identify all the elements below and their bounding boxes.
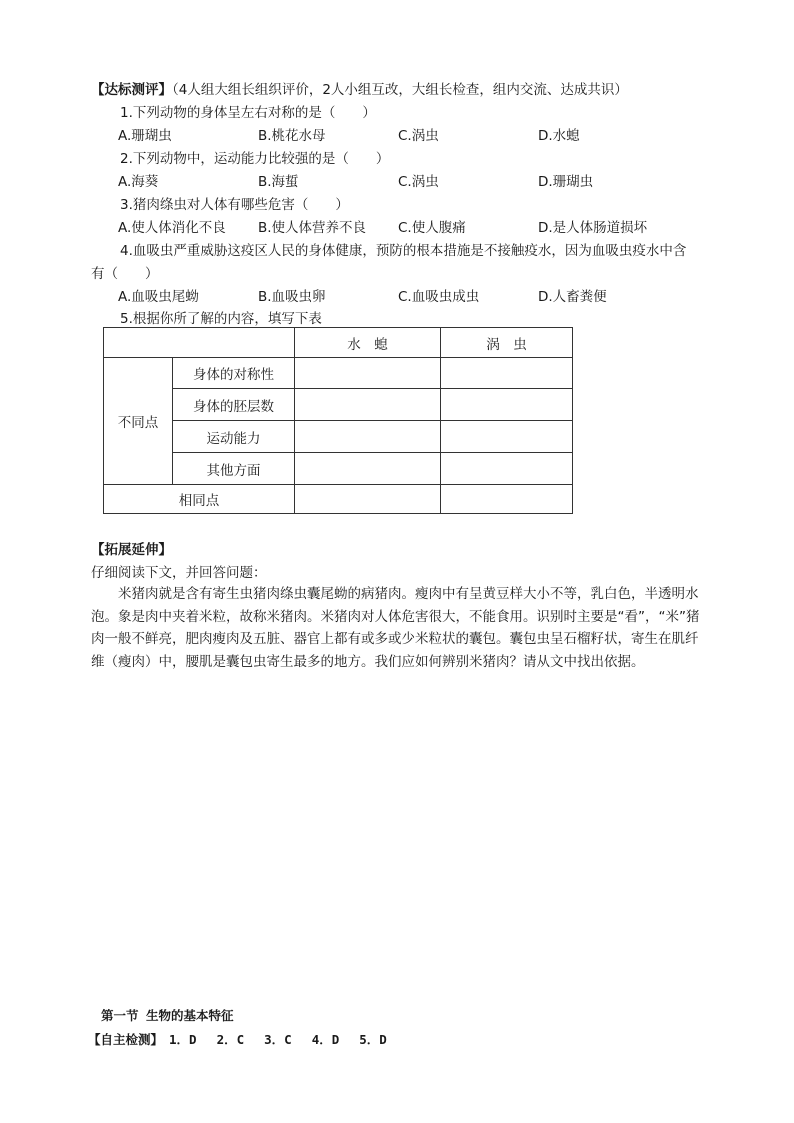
- table-row-label-germ-layers: 身体的胚层数: [173, 389, 295, 421]
- q4-option-a: A.血吸虫尾蚴: [118, 289, 199, 305]
- table-cell-planaria-motility[interactable]: [441, 421, 573, 453]
- answers-line: [88, 1030, 387, 1048]
- tuozhan-paragraph: 米猪肉就是含有寄生虫猪肉绦虫囊尾蚴的病猪肉。瘦肉中有呈黄豆样大小不等，乳白色，半透明水泡。象是肉中夹着米粒，故称米猪肉。米猪肉对人体危害很大，不能食用。识别时主要是“看”，“米”猪肉一般不鲜亮，肥肉瘦肉及五脏、器官上都有或多或少米粒状的囊包。囊包虫呈石榴籽状，寄生在肌纤维（瘦肉）中，腰肌是囊包虫寄生最多的地方。我们应如何辨别米猪肉？请从文中找出依据。: [91, 586, 700, 671]
- table-row: [104, 453, 573, 485]
- q2-option-d: D.珊瑚虫: [538, 174, 594, 190]
- table-row-label-same: 相同点: [104, 485, 295, 514]
- q3-option-d: D.是人体肠道损坏: [538, 220, 648, 236]
- table-row-label-other: 其他方面: [173, 453, 295, 485]
- question-3-stem: 3.猪肉绦虫对人体有哪些危害（ ）: [120, 197, 349, 213]
- table-cell-planaria-germ-layers[interactable]: [441, 389, 573, 421]
- q2-option-b: B.海蜇: [258, 174, 299, 190]
- answer-item: 5．D: [359, 1032, 387, 1047]
- q3-option-b: B.使人体营养不良: [258, 220, 367, 236]
- answer-item: 3．C: [264, 1032, 292, 1047]
- question-4-stem-line2: 有（ ）: [91, 266, 159, 282]
- question-2-stem: 2.下列动物中，运动能力比较强的是（ ）: [120, 151, 390, 167]
- table-row: [104, 358, 573, 389]
- comparison-table: [103, 327, 573, 514]
- table-row-label-symmetry: 身体的对称性: [173, 358, 295, 389]
- tuozhan-header: 【拓展延伸】: [91, 542, 172, 558]
- q4-option-d: D.人畜粪便: [538, 289, 607, 305]
- tuozhan-intro: 仔细阅读下文，并回答问题：: [91, 565, 267, 581]
- answer-item: 2．C: [216, 1032, 245, 1047]
- answer-item: 4．D: [311, 1032, 340, 1047]
- question-1-stem: 1.下列动物的身体呈左右对称的是（ ）: [120, 105, 376, 121]
- q4-option-c: C.血吸虫成虫: [398, 289, 480, 305]
- table-cell-planaria-symmetry[interactable]: [441, 358, 573, 389]
- dabiao-header-line: [91, 78, 628, 98]
- table-row: [104, 485, 573, 514]
- table-header-row: [104, 328, 573, 358]
- table-cell-planaria-same[interactable]: [441, 485, 573, 514]
- dabiao-header: 【达标测评】: [91, 82, 172, 98]
- answers-section-title: 第一节 生物的基本特征: [101, 1008, 234, 1023]
- table-corner-cell: [104, 328, 295, 358]
- table-row: [104, 421, 573, 453]
- table-group-label: 不同点: [104, 358, 173, 485]
- table-cell-hydra-motility[interactable]: [295, 421, 441, 453]
- table-col-header-planaria: 涡 虫: [441, 328, 573, 358]
- dabiao-instruction: （4人组大组长组织评价，2人小组互改，大组长检查，组内交流、达成共识）: [172, 82, 628, 98]
- q1-option-d: D.水螅: [538, 128, 580, 144]
- table-cell-planaria-other[interactable]: [441, 453, 573, 485]
- q3-option-c: C.使人腹痛: [398, 220, 466, 236]
- answers-label: 【自主检测】: [88, 1032, 164, 1047]
- q1-option-a: A.珊瑚虫: [118, 128, 172, 144]
- table-cell-hydra-symmetry[interactable]: [295, 358, 441, 389]
- table-col-header-hydra: 水 螅: [295, 328, 441, 358]
- table-cell-hydra-other[interactable]: [295, 453, 441, 485]
- table-cell-hydra-germ-layers[interactable]: [295, 389, 441, 421]
- question-4-stem-line1: 4.血吸虫严重威胁这疫区人民的身体健康，预防的根本措施是不接触疫水，因为血吸虫疫水中含: [120, 243, 687, 259]
- q1-option-c: C.涡虫: [398, 128, 439, 144]
- question-5-stem: 5.根据你所了解的内容，填写下表: [120, 311, 322, 327]
- q2-option-a: A.海葵: [118, 174, 159, 190]
- table-row-label-motility: 运动能力: [173, 421, 295, 453]
- q1-option-b: B.桃花水母: [258, 128, 326, 144]
- q4-option-b: B.血吸虫卵: [258, 289, 326, 305]
- table-cell-hydra-same[interactable]: [295, 485, 441, 514]
- answer-item: 1．D: [169, 1032, 197, 1047]
- table-row: [104, 389, 573, 421]
- q2-option-c: C.涡虫: [398, 174, 439, 190]
- q3-option-a: A.使人体消化不良: [118, 220, 226, 236]
